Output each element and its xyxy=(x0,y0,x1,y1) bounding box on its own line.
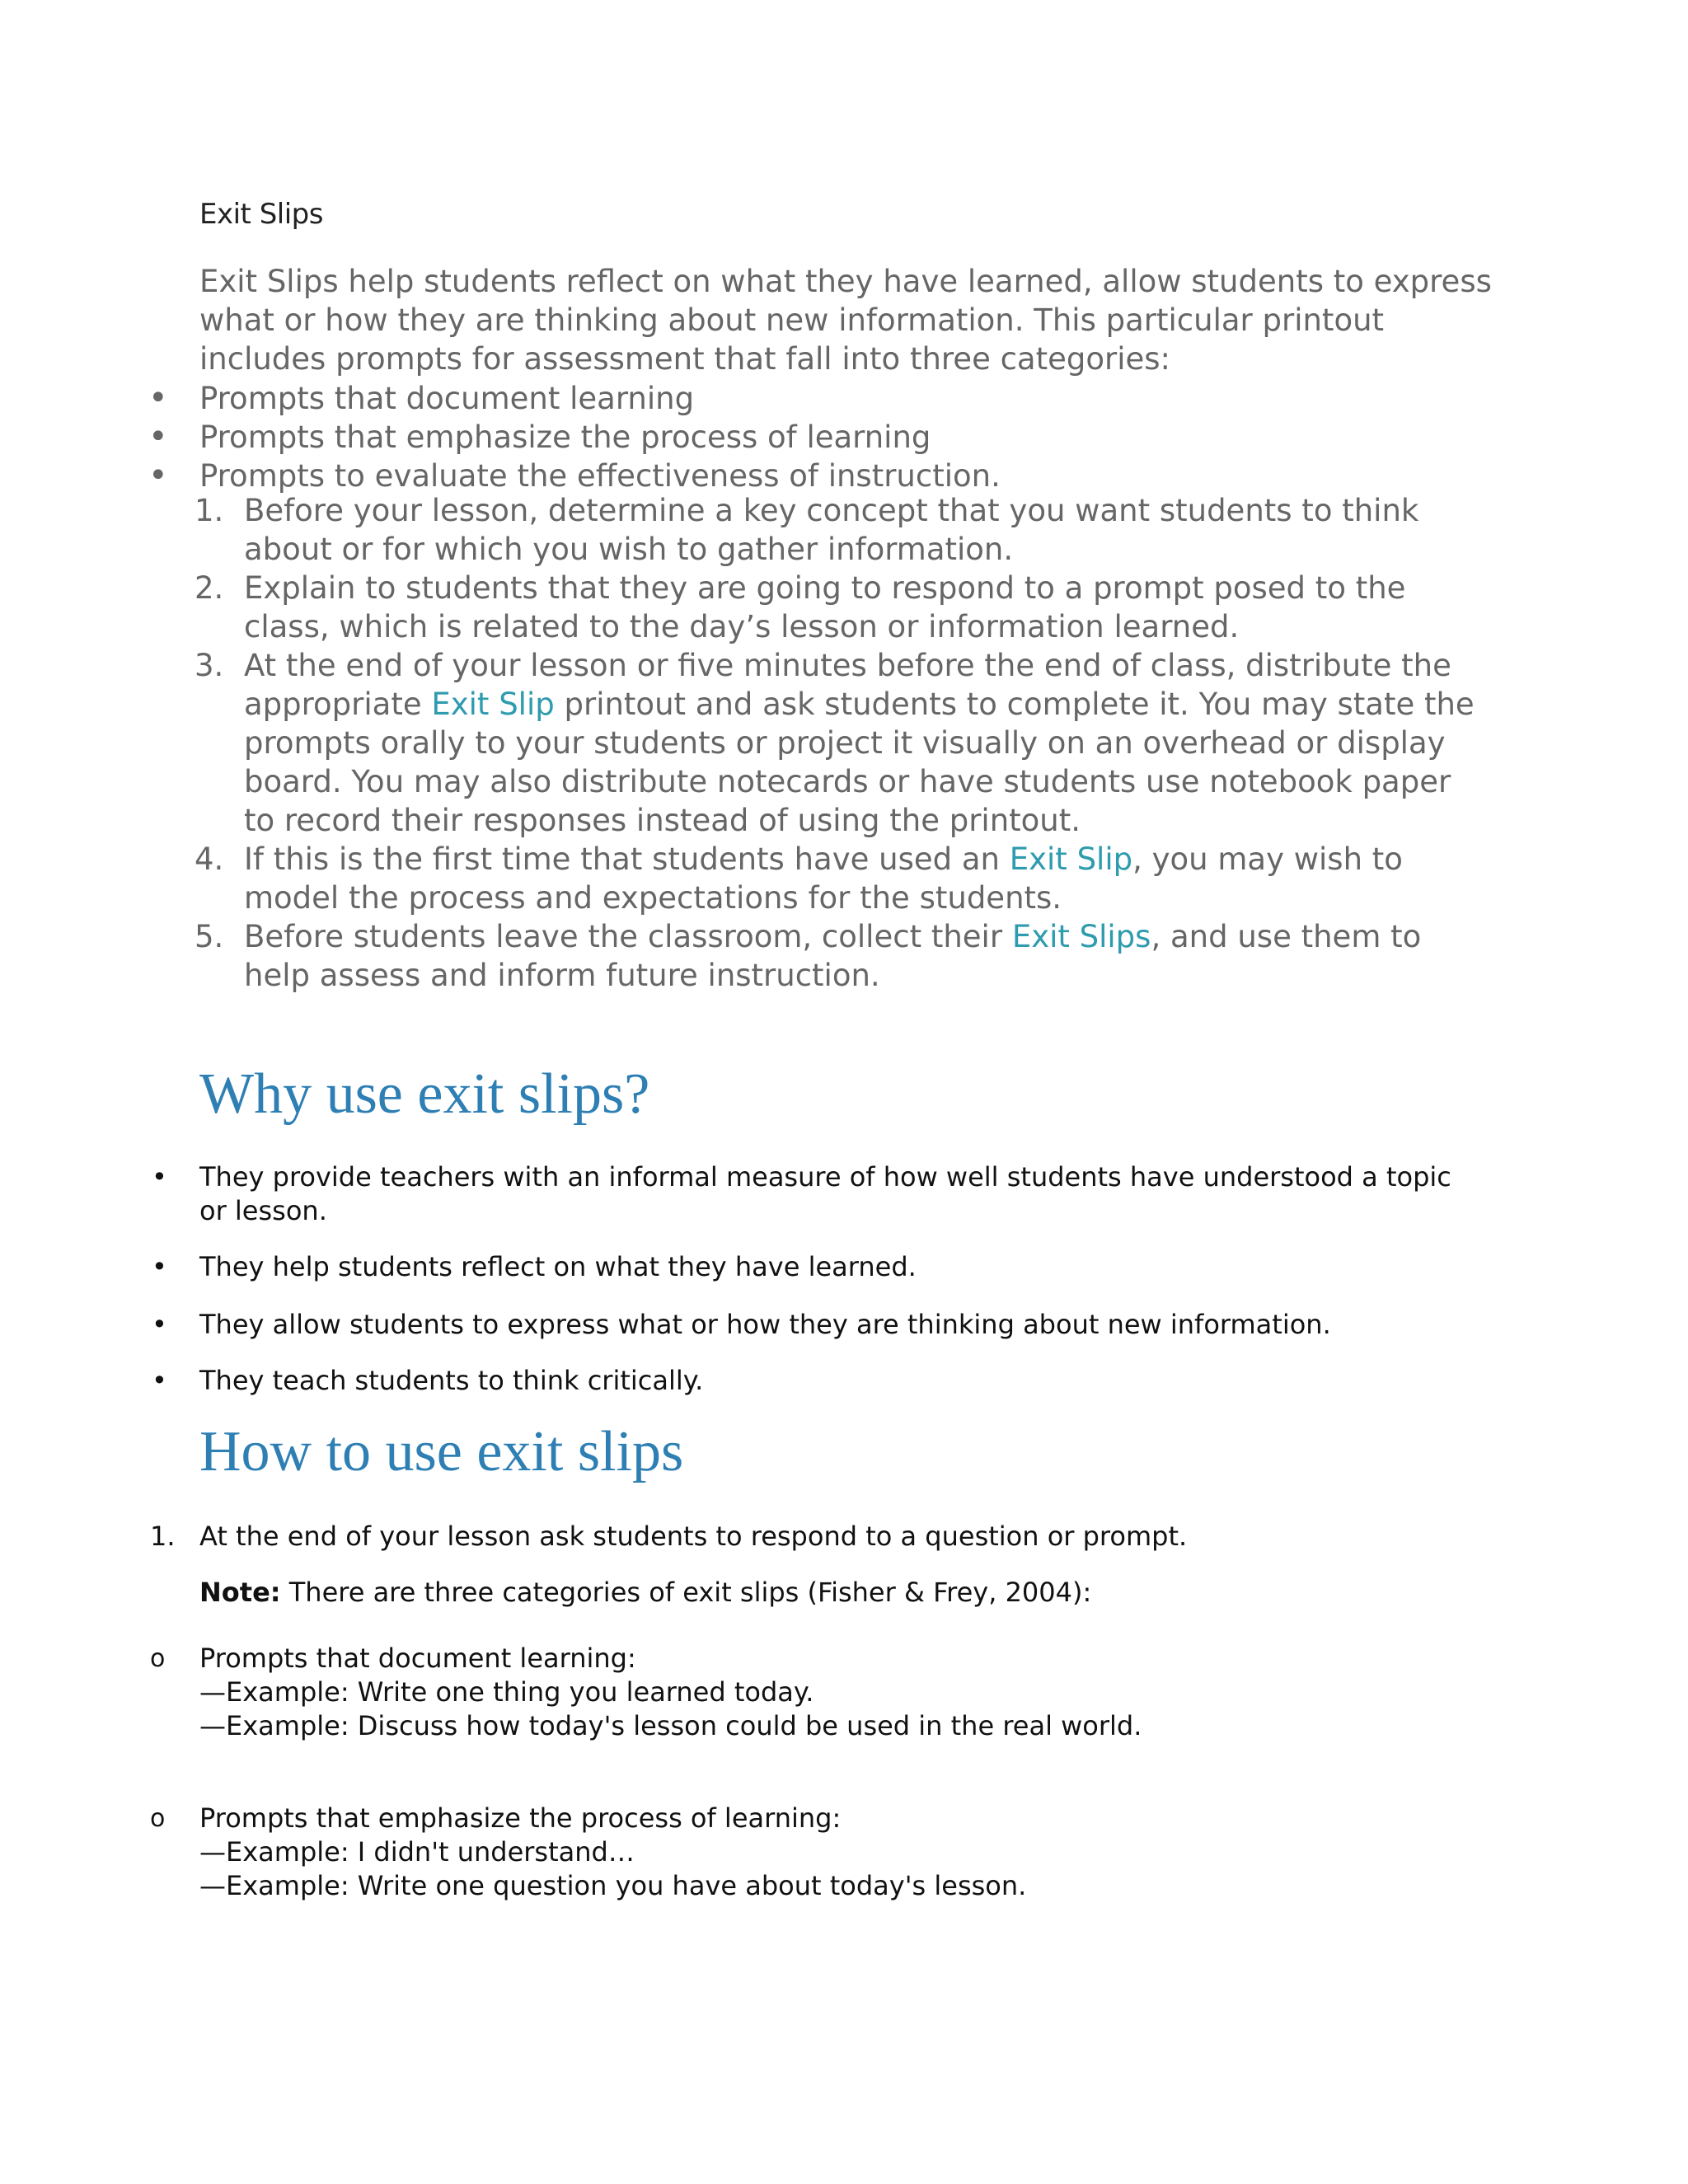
bullet-icon: • xyxy=(148,457,168,494)
step-text-part: Before your lesson, determine a key concept that you want students to think about or for which you wish to gather information. xyxy=(244,493,1419,567)
prompt-group-label: Prompts that emphasize the process of learning: xyxy=(199,1802,842,1834)
list-item xyxy=(0,1364,1500,1398)
bullet-icon: • xyxy=(152,1309,167,1340)
note-label: Note: xyxy=(199,1577,281,1608)
why-heading: Why use exit slips? xyxy=(199,1062,650,1126)
circle-bullet-icon: o xyxy=(150,1804,166,1833)
prompt-example: —Example: I didn't understand… xyxy=(199,1836,635,1868)
step-number: 3. xyxy=(195,648,224,683)
category-list xyxy=(0,379,1484,494)
list-item xyxy=(0,491,1500,569)
exit-slip-link[interactable]: Exit Slip xyxy=(431,687,555,722)
prompt-example: —Example: Discuss how today's lesson could be used in the real world. xyxy=(199,1710,1142,1741)
step-text xyxy=(244,491,1489,569)
step-text-part: At the end of your lesson or five minutes before the end of class, distribute the appropriate xyxy=(244,648,1451,722)
note xyxy=(199,1576,1091,1610)
list-item xyxy=(0,646,1500,840)
why-item-text: They provide teachers with an informal measure of how well students have understood a topic or lesson. xyxy=(199,1161,1451,1226)
step-number: 1. xyxy=(150,1521,176,1552)
list-item xyxy=(0,917,1500,995)
how-step-text: At the end of your lesson ask students to respond to a question or prompt. xyxy=(199,1521,1188,1552)
step-number: 2. xyxy=(195,570,224,606)
exit-slips-link[interactable]: Exit Slips xyxy=(1011,919,1151,954)
step-text xyxy=(244,646,1489,840)
list-item xyxy=(0,569,1500,646)
category-text: Prompts that emphasize the process of learning xyxy=(199,419,931,455)
bullet-icon: • xyxy=(152,1161,167,1193)
step-text-part: Explain to students that they are going to respond to a prompt posed to the class, which is related to the day’s lesson or information learned. xyxy=(244,570,1406,644)
prompt-example: —Example: Write one question you have about today's lesson. xyxy=(199,1870,1027,1901)
prompt-group xyxy=(0,1802,1500,1903)
step-text-part: , you may wish to model the process and expectations for the students. xyxy=(244,841,1403,916)
prompt-group xyxy=(0,1642,1500,1743)
list-item xyxy=(0,840,1500,917)
step-text-part: If this is the first time that students have used an xyxy=(244,841,1010,877)
category-text: Prompts to evaluate the effectiveness of instruction. xyxy=(199,458,1001,494)
list-item xyxy=(0,418,1484,457)
step-number: 1. xyxy=(195,493,224,528)
steps-list xyxy=(0,491,1500,995)
why-item-text: They help students reflect on what they have learned. xyxy=(199,1251,917,1282)
step-text-part: , and use them to help assess and inform future instruction. xyxy=(244,919,1422,993)
bullet-icon: • xyxy=(148,418,168,456)
list-item xyxy=(0,1250,1500,1284)
note-text: There are three categories of exit slips (Fisher & Frey, 2004): xyxy=(280,1577,1092,1608)
step-number: 4. xyxy=(195,841,224,877)
step-text-part: Before students leave the classroom, collect their xyxy=(244,919,1012,954)
bullet-icon: • xyxy=(148,379,168,417)
category-text: Prompts that document learning xyxy=(199,381,695,416)
prompt-example: —Example: Write one thing you learned today. xyxy=(199,1676,814,1708)
step-text xyxy=(244,917,1489,995)
step-number: 5. xyxy=(195,919,224,954)
list-item xyxy=(0,1160,1500,1228)
bullet-icon: • xyxy=(152,1365,167,1396)
list-item xyxy=(0,457,1484,494)
exit-slip-link[interactable]: Exit Slip xyxy=(1009,841,1133,877)
step-text xyxy=(244,569,1489,646)
how-steps xyxy=(0,1520,1500,1554)
prompt-group-lines xyxy=(199,1642,1500,1743)
bullet-icon: • xyxy=(152,1251,167,1282)
document-title: Exit Slips xyxy=(199,198,323,231)
prompt-group-label: Prompts that document learning: xyxy=(199,1643,636,1674)
list-item xyxy=(0,379,1484,418)
circle-bullet-icon: o xyxy=(150,1644,166,1673)
step-text xyxy=(244,840,1489,917)
why-item-text: They teach students to think critically. xyxy=(199,1365,704,1396)
why-list xyxy=(0,1160,1500,1398)
prompt-group-lines xyxy=(199,1802,1500,1903)
intro-paragraph: Exit Slips help students reflect on what they have learned, allow students to express what or how they are thinking about new information. This particular printout includes prompts for assessment that fall into three categories: xyxy=(199,264,1492,377)
list-item xyxy=(0,1308,1500,1342)
step-text-part: printout and ask students to complete it. You may state the prompts orally to your students or project it visually on an overhead or display board. You may also distribute notecards or have students use notebook paper to record their responses instead of using the printout. xyxy=(244,687,1475,838)
how-heading: How to use exit slips xyxy=(199,1420,684,1483)
why-item-text: They allow students to express what or how they are thinking about new information. xyxy=(199,1309,1331,1340)
